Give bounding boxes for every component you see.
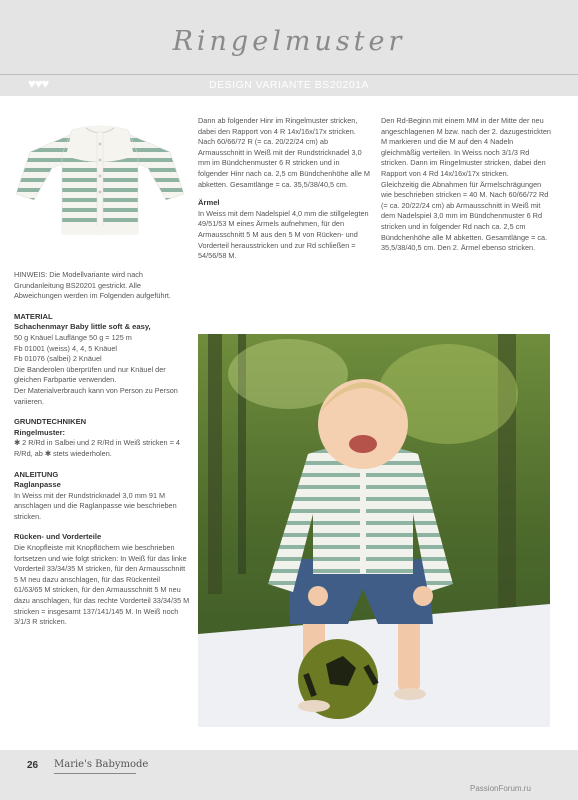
- ruecken-heading: Rücken- und Vorderteile: [14, 532, 102, 542]
- design-subtitle: DESIGN VARIANTE BS20201A: [208, 79, 370, 91]
- divider: [0, 74, 578, 75]
- material-line: Fb 01076 (salbei) 2 Knäuel: [14, 354, 102, 364]
- grundtechniken-heading: GRUNDTECHNIKEN: [14, 417, 87, 427]
- material-line: Fb 01001 (weiss) 4, 4, 5 Knäuel: [14, 343, 118, 353]
- page-number: 26: [27, 760, 39, 771]
- aermel-text: In Weiss mit dem Nadelspiel 4,0 mm die stillgelegten 49/51/53 M eines Ärmels aufnehmen, für den Armausschnitt 5 M aus den 5 M von Rücken- und Vorderteil herausstricken und zur Rd schließen = 54/56/58 M.: [198, 208, 369, 261]
- hearts-icon: ♥♥♥: [28, 76, 49, 91]
- mid-text: Dann ab folgender Hinr im Ringelmuster stricken, dabei den Rapport von 4 R 14x/16x/17x stricken. Nach 60/66/72 R (= ca. 20/22/24 cm) ab Armausschnitt in Weiß mit der Rundstricknadel 3,0 mm im Bündchenmuster 6 R stricken und in folgender Hinr nach ca. 2,5 cm Bündchenhöhe alle M abketten. Gesamtlänge = ca. 35,5/38/40,5 cm.: [198, 116, 370, 189]
- material-line: 50 g Knäuel Lauflänge 50 g = 125 m: [14, 332, 132, 342]
- ruecken-text: Die Knopfleiste mit Knopflöchern wie beschrieben fortsetzen und wie folgt stricken: In Weiß für das linke Vorderteil 33/34/35 M stricken, für den Armausschnitt 5 M neu dazu anschlagen, für das Rückenteil 61/63/65 M stricken, für den Armausschnitt 5 M neu dazu anschlagen, für das rechte Vorderteil 33/34/35 M stricken = insgesamt 137/141/145 M. In Weiß noch 3/1/3 R stricken.: [14, 543, 190, 627]
- ringelmuster-text: ✱ 2 R/Rd in Salbei und 2 R/Rd in Weiß stricken = 4 R/Rd, ab ✱ stets wiederholen.: [14, 438, 180, 458]
- right-text: Den Rd-Beginn mit einem MM in der Mitte der neu angeschlagenen M bzw. nach der 2. dazugestrickten M markieren und die M auf den 4 Nadeln gleichmäßig verteilen. In Weiss noch 3/1/3 Rd stricken. Dann im Ringelmuster stricken, dabei den Rapport von 4 Rd 14x/16x/17x stricken.: [381, 116, 551, 178]
- right-text-2: Gleichzeitig die Abnahmen für Ärmelschrägungen wie beschrieben stricken = 40 M. Nach 60/66/72 Rd (= ca. 20/22/24 cm) ab Armausschnitt in Weiß mit dem Nadelspiel 3,0 mm im Bündchenmuster 6 Rd stricken und in folgender Rd nach ca. 2,5 cm Bündchenhöhe alle M abketten. Gesamtlänge = ca. 35,5/38/40,5 cm. Den 2. Ärmel ebenso stricken.: [381, 179, 549, 253]
- raglan-text: In Weiss mit der Rundstricknadel 3,0 mm 91 M anschlagen und die Raglanpasse wie beschrieben stricken.: [14, 490, 177, 521]
- material-heading: MATERIAL: [14, 311, 53, 321]
- middle-column: [198, 116, 370, 262]
- left-column: [14, 270, 190, 628]
- ringelmuster-heading: Ringelmuster:: [14, 427, 66, 437]
- anleitung-heading: ANLEITUNG: [14, 469, 59, 479]
- raglan-heading: Raglanpasse: [14, 480, 61, 490]
- divider: [54, 773, 136, 774]
- watermark: PassionForum.ru: [470, 784, 531, 793]
- aermel-heading: Ärmel: [198, 198, 220, 208]
- cardigan-image: [10, 112, 190, 242]
- page-title: Ringelmuster: [172, 26, 406, 57]
- child-photo: [198, 334, 550, 727]
- material-line: Der Materialverbrauch kann von Person zu Person variieren.: [14, 385, 178, 406]
- material-brand: Schachenmayr Baby little soft & easy,: [14, 322, 151, 332]
- right-column: [381, 116, 553, 254]
- hint-text: HINWEIS: Die Modellvariante wird nach Grundanleitung BS20201 gestrickt. Alle Abweichungen werden im Folgenden aufgeführt.: [14, 270, 171, 301]
- material-line: Die Banderolen überprüfen und nur Knäuel der gleichen Farbpartie verwenden.: [14, 364, 166, 385]
- brand-name: Marie's Babymode: [54, 759, 149, 770]
